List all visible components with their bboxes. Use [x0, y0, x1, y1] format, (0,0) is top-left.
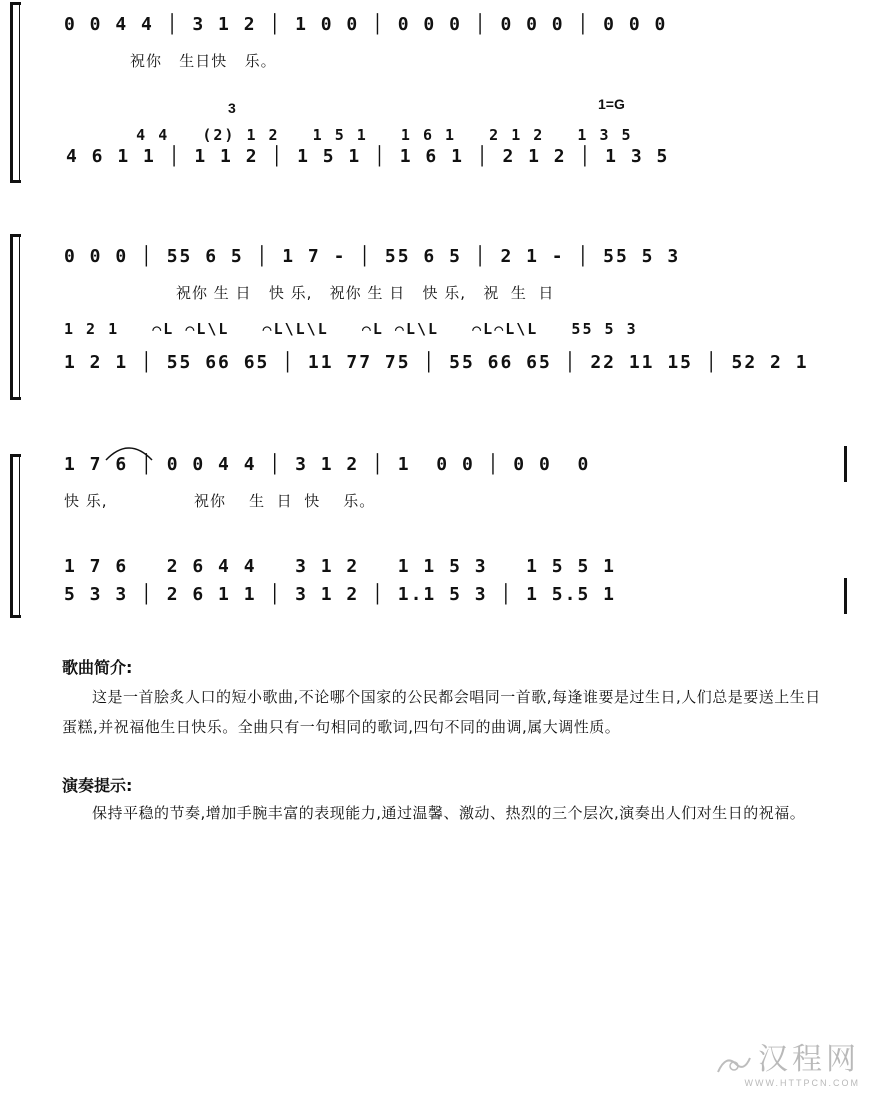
upper-staff-notes: 1 7 6 │ 0 0 4 4 │ 3 1 2 │ 1 0 0 │ 0 0 0 — [64, 454, 591, 475]
upper-staff-lyrics: 祝你 生日快 乐。 — [130, 52, 277, 70]
system-brace — [10, 234, 21, 400]
lower-staff-top-notes: 4 4 (2) 1 2 1 5 1 1 6 1 2 1 2 1 3 5 — [70, 126, 633, 144]
upper-staff-lyrics: 祝你 生 日 快 乐, 祝你 生 日 快 乐, 祝 生 日 — [176, 284, 555, 302]
upper-staff-notes: 0 0 0 │ 55 6 5 │ 1 7 - │ 55 6 5 │ 2 1 - │ 55 5 3 — [64, 246, 681, 267]
watermark-url: WWW.HTTPCN.COM — [744, 1078, 860, 1088]
watermark-logo-text: 汉程网 — [758, 1042, 860, 1077]
site-watermark — [714, 1034, 860, 1088]
lower-staff-bottom-notes: 4 6 1 1 │ 1 1 2 │ 1 5 1 │ 1 6 1 │ 2 1 2 │ 1 3 5 — [66, 146, 670, 167]
final-barline — [844, 446, 847, 482]
upper-staff-lyrics: 快 乐, 祝你 生 日 快 乐。 — [64, 492, 376, 510]
score-system-2 — [0, 230, 882, 400]
upper-staff-notes: 0 0 4 4 │ 3 1 2 │ 1 0 0 │ 0 0 0 │ 0 0 0 │ 0 0 0 — [64, 14, 668, 35]
final-barline — [844, 578, 847, 614]
intro-paragraph: 这是一首脍炙人口的短小歌曲,不论哪个国家的公民都会唱同一首歌,每逢谁要是过生日,人们总是要送上生日蛋糕,并祝福他生日快乐。全曲只有一句相同的歌词,四句不同的曲调,属大调性质。 — [62, 688, 821, 736]
lower-staff-top-notes: 1 2 1 ⌒L ⌒L\L ⌒L\L\L ⌒L ⌒L\L ⌒L⌒L\L 55 5 3 — [64, 320, 638, 338]
tips-paragraph: 保持平稳的节奏,增加手腕丰富的表现能力,通过温馨、激动、热烈的三个层次,演奏出人们对生日的祝福。 — [92, 804, 806, 822]
system-brace — [10, 454, 21, 618]
watermark-swirl-icon — [714, 1052, 754, 1078]
tuplet-number: 3 — [228, 100, 236, 116]
lower-staff-top-notes: 1 7 6 2 6 4 4 3 1 2 1 1 5 3 1 5 5 1 — [64, 556, 616, 577]
lower-staff-bottom-notes: 5 3 3 │ 2 6 1 1 │ 3 1 2 │ 1.1 5 3 │ 1 5.5 1 — [64, 584, 616, 605]
score-system-1 — [0, 0, 882, 185]
score-system-3 — [0, 440, 882, 615]
system-brace — [10, 2, 21, 183]
key-change-marking: 1=G — [598, 96, 625, 112]
tips-heading: 演奏提示: — [62, 776, 133, 795]
lower-staff-bottom-notes: 1 2 1 │ 55 66 65 │ 11 77 75 │ 55 66 65 │ 22 11 15 │ 52 2 1 — [64, 352, 809, 373]
intro-heading: 歌曲简介: — [62, 658, 133, 677]
